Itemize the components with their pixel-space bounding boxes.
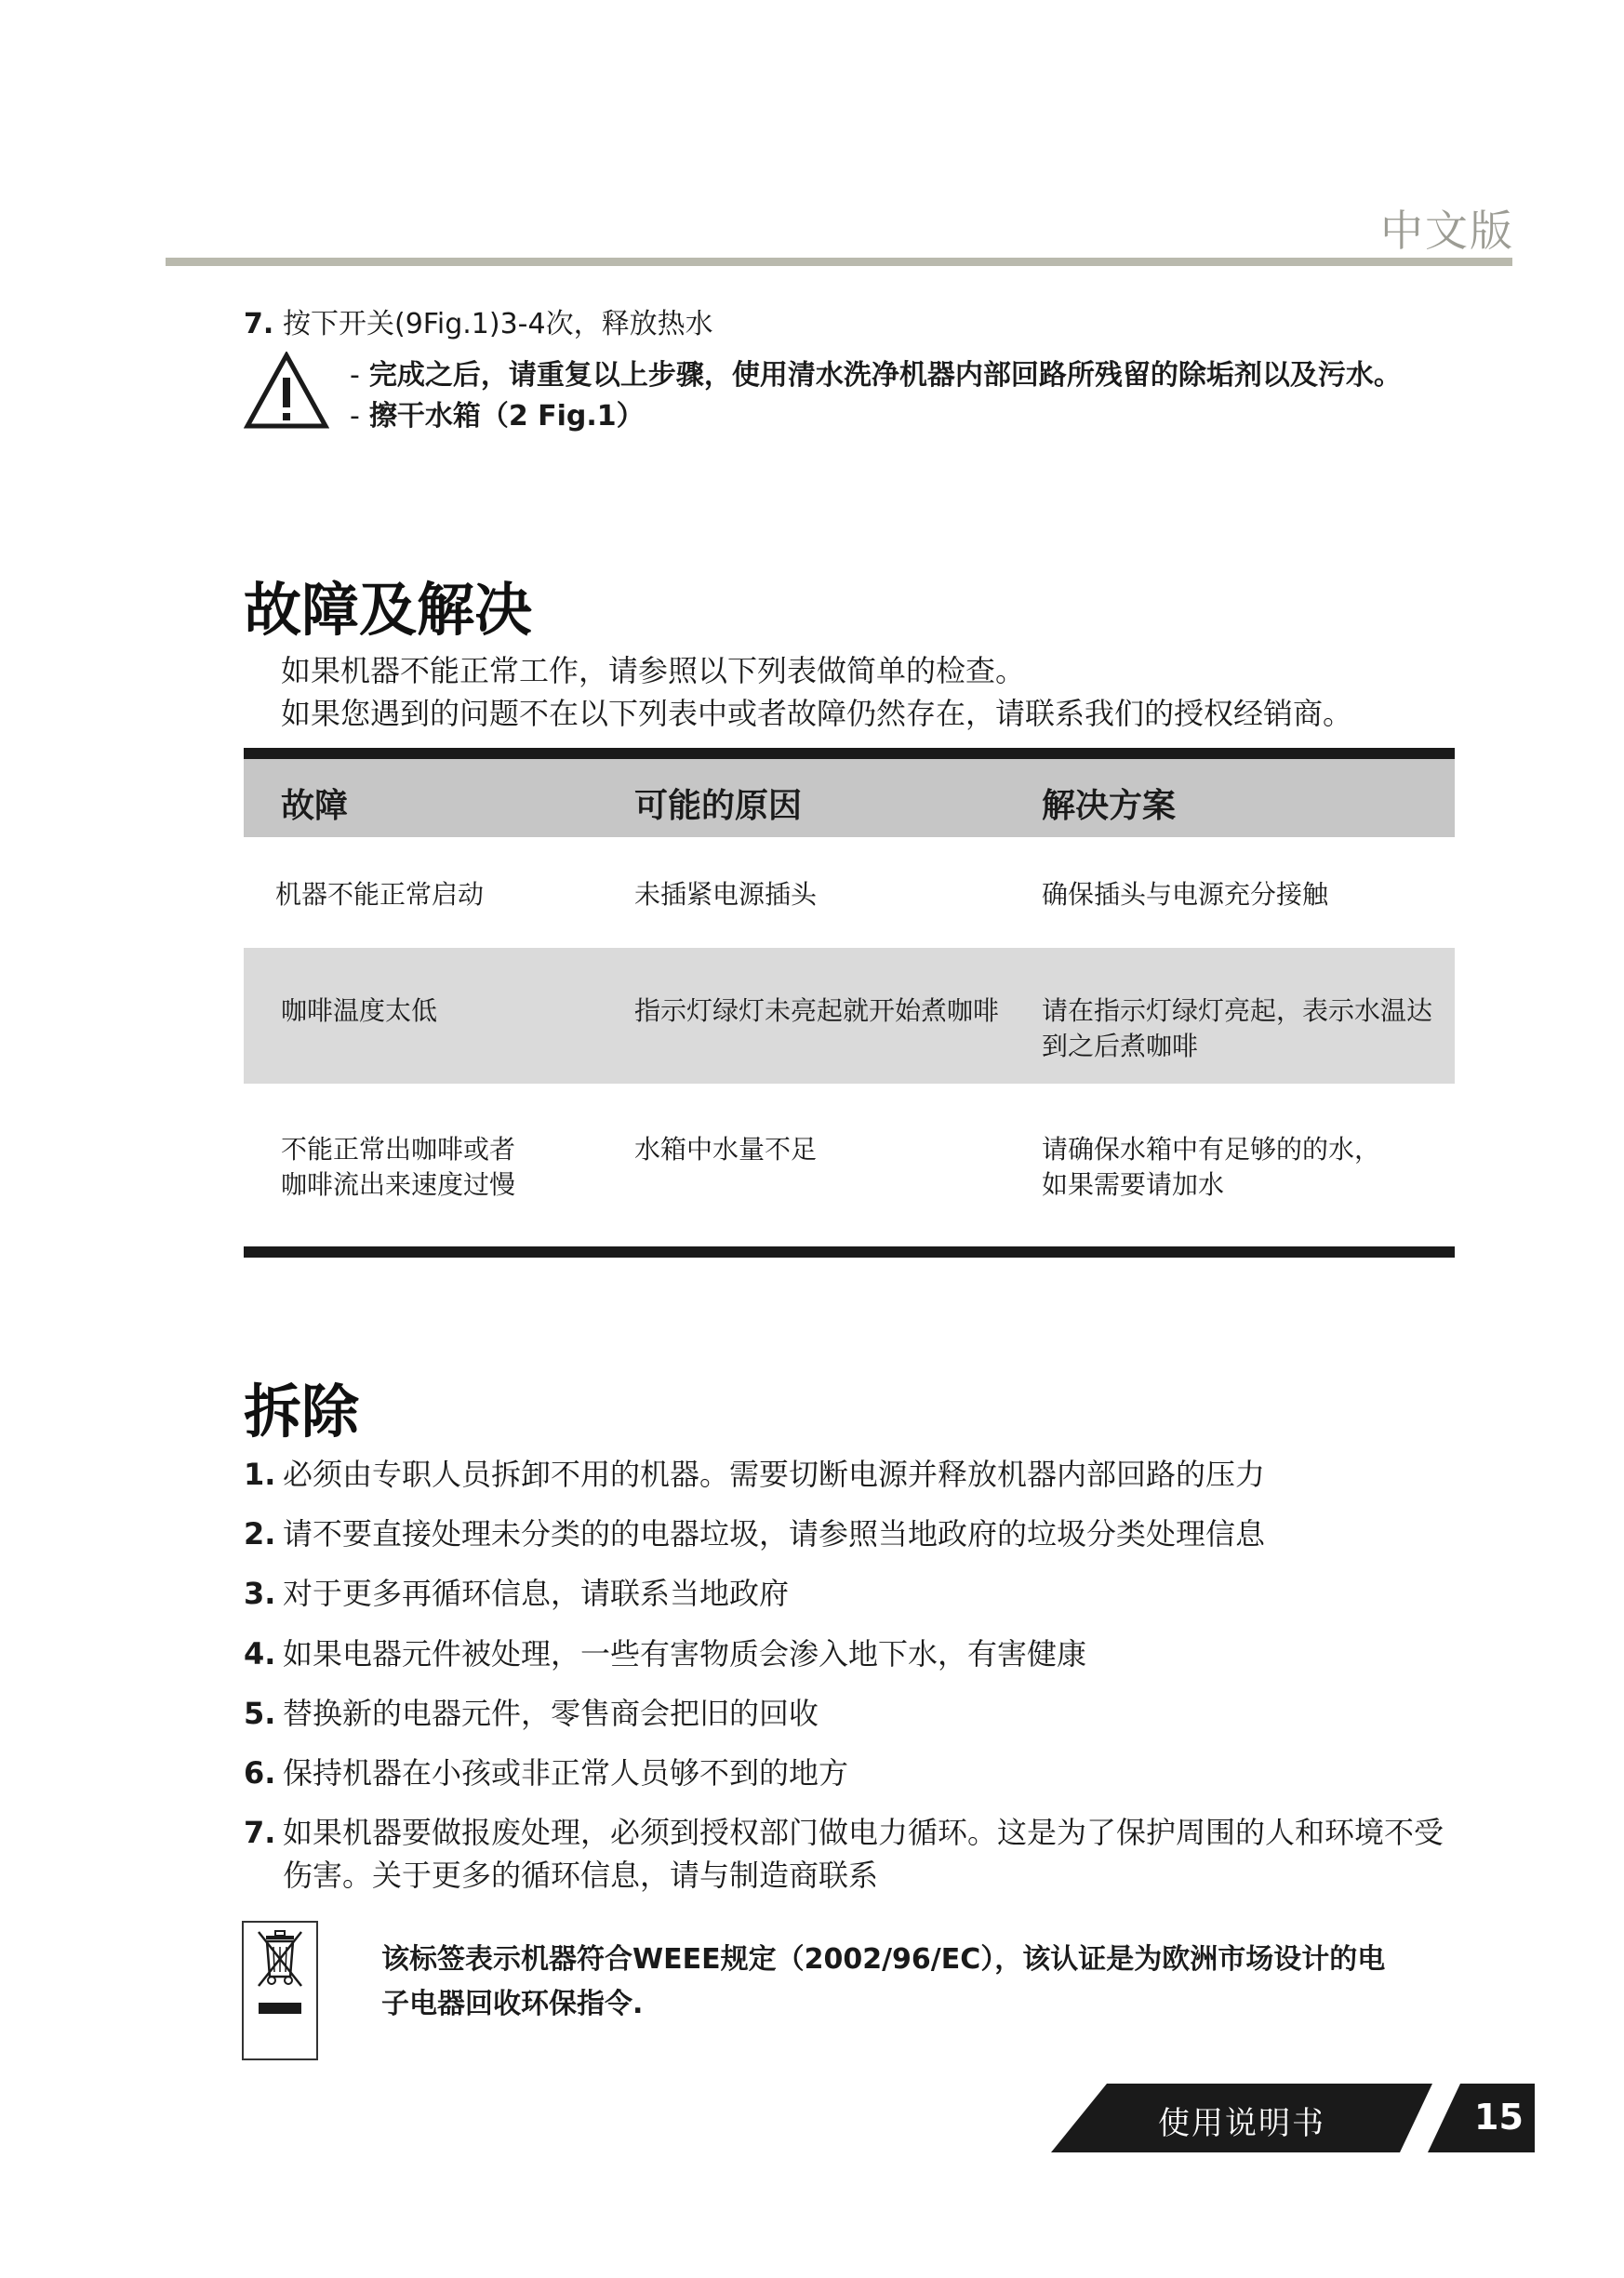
weee-statement (381, 1938, 1460, 2027)
cell-line: 咖啡温度太低 (281, 995, 438, 1026)
step-text: 按下开关(9Fig.1)3-4次，释放热水 (283, 308, 713, 340)
list-number: 1. (244, 1457, 276, 1492)
list-text: 必须由专职人员拆卸不用的机器。需要切断电源并释放机器内部回路的压力 (283, 1457, 1266, 1492)
cell-line: 如果需要请加水 (1042, 1169, 1225, 1200)
list-item (244, 1811, 1444, 1897)
list-item (244, 1632, 1086, 1675)
note-dash: - (350, 359, 360, 392)
cell-line: 到之后煮咖啡 (1042, 1031, 1199, 1061)
header-cause: 可能的原因 (634, 787, 803, 825)
step-7 (244, 300, 713, 341)
warning-triangle-icon (244, 352, 329, 430)
solution-cell (1042, 1132, 1380, 1203)
note-dash: - (350, 400, 360, 433)
intro-line: 如果机器不能正常工作，请参照以下列表做简单的检查。 (281, 653, 1026, 688)
list-text: 如果机器要做报废处理，必须到授权部门做电力循环。这是为了保护周围的人和环境不受 (283, 1815, 1444, 1850)
troubleshooting-title: 故障及解决 (244, 576, 533, 644)
list-text: 保持机器在小孩或非正常人员够不到的地方 (283, 1755, 849, 1791)
warning-note (350, 396, 1402, 437)
cell-line: 水箱中水量不足 (634, 1134, 818, 1165)
header-solution: 解决方案 (1042, 787, 1177, 825)
fault-cell (281, 1132, 515, 1203)
list-text-continued: 伤害。关于更多的循环信息，请与制造商联系 (283, 1858, 879, 1893)
fault-cell (281, 993, 437, 1029)
weee-line: 该标签表示机器符合WEEE规定（2002/96/EC），该认证是为欧洲市场设计的电 (381, 1943, 1386, 1976)
list-number: 6. (244, 1755, 276, 1791)
cell-line: 指示灯绿灯未亮起就开始煮咖啡 (634, 995, 1000, 1026)
weee-line: 子电器回收环保指令. (381, 1988, 644, 2020)
cell-line: 机器不能正常启动 (275, 879, 485, 910)
step-number: 7. (244, 308, 274, 340)
list-number: 2. (244, 1516, 276, 1552)
header-rule (166, 258, 1512, 266)
list-text: 对于更多再循环信息，请联系当地政府 (283, 1576, 790, 1611)
solution-cell (1042, 993, 1432, 1064)
warning-note-text: 完成之后，请重复以上步骤，使用清水洗净机器内部回路所残留的除垢剂以及污水。 (368, 359, 1402, 392)
list-item (244, 1512, 1265, 1555)
edition-label: 中文版 (1380, 206, 1514, 256)
footer-label: 使用说明书 (1158, 2105, 1325, 2142)
cell-line: 未插紧电源插头 (634, 879, 818, 910)
list-number: 3. (244, 1576, 276, 1611)
cause-cell (634, 877, 817, 913)
table-header-row (244, 759, 1455, 837)
cell-line: 请确保水箱中有足够的的水， (1042, 1134, 1381, 1165)
list-text: 替换新的电器元件，零售商会把旧的回收 (283, 1696, 819, 1731)
list-number: 5. (244, 1696, 276, 1731)
list-text: 请不要直接处理未分类的的电器垃圾，请参照当地政府的垃圾分类处理信息 (283, 1516, 1266, 1552)
cell-line: 请在指示灯绿灯亮起，表示水温达 (1042, 995, 1433, 1026)
list-item (244, 1692, 819, 1735)
troubleshooting-intro (281, 649, 1352, 735)
weee-label-box (242, 1921, 318, 2060)
cell-line: 咖啡流出来速度过慢 (281, 1169, 516, 1200)
list-item (244, 1572, 789, 1615)
disposal-title: 拆除 (244, 1378, 360, 1445)
intro-line: 如果您遇到的问题不在以下列表中或者故障仍然存在，请联系我们的授权经销商。 (281, 696, 1353, 731)
list-number: 4. (244, 1636, 276, 1672)
cause-cell (634, 993, 999, 1029)
list-text: 如果电器元件被处理，一些有害物质会渗入地下水，有害健康 (283, 1636, 1087, 1672)
fault-cell (275, 877, 484, 913)
cause-cell (634, 1132, 817, 1167)
cell-line: 确保插头与电源充分接触 (1042, 879, 1329, 910)
table-bottom-rule (244, 1246, 1455, 1258)
list-number: 7. (244, 1815, 276, 1850)
list-item (244, 1752, 848, 1794)
warning-notes (350, 355, 1402, 437)
list-item (244, 1453, 1265, 1496)
page-number: 15 (1474, 2097, 1524, 2138)
warning-note-text: 擦干水箱（2 Fig.1） (368, 400, 645, 433)
crossed-out-wheelie-bin-icon (244, 1923, 316, 2058)
solution-cell (1042, 877, 1328, 913)
cell-line: 不能正常出咖啡或者 (281, 1134, 516, 1165)
table-top-rule (244, 748, 1455, 759)
header-fault: 故障 (281, 787, 349, 825)
warning-note (350, 355, 1402, 396)
